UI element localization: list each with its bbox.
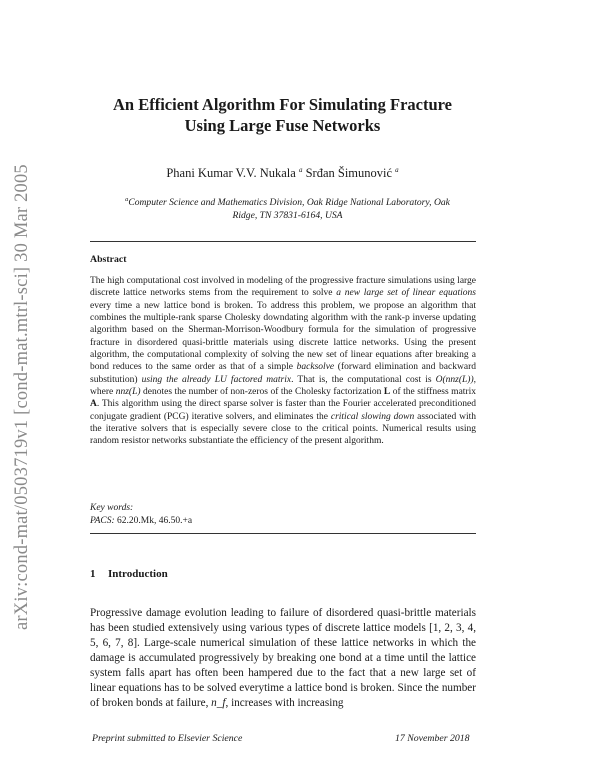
abstract-text: every time a new lattice bond is broken. To address this problem, we propose an algorithm that combines the multiple-rank sparse Cholesky downdating algorithm with the rank-p inverse updating algorithm based on the Sherman-Morrison-Woodbury formula for the simulation of progressive fracture in disordered quasi-brittle materials using discrete lattice networks. Using the present algorithm, the computational complexity of solving the new set of linear equations after breaking a bond reduces to the same order as that of a simple xyxy=(90,300,476,373)
abstract-text: associated with the iterative solvers that is especially severe close to the critical points. Numerical results using random resistor networks substantiate the efficiency of the present algorithm. xyxy=(90,411,476,447)
affiliation-line-1: Computer Science and Mathematics Division, Oak Ridge National Laboratory, Oak xyxy=(128,197,450,209)
pacs-value: 62.20.Mk, 46.50.+a xyxy=(114,515,193,526)
title-line-2: Using Large Fuse Networks xyxy=(184,116,381,135)
abstract-text: . That is, the computational cost is xyxy=(291,374,436,385)
math-nnz: nnz(L) xyxy=(115,387,141,398)
intro-text: Progressive damage evolution leading to failure of disordered quasi-brittle materials has been studied extensively using various types of discrete lattice models [1, 2, 3, 4, 5, 6, 7, 8]. Large-scale numerical simulation of these lattice networks in which the damage is accumulated progressively by breaking one bond at a time until the lattice system falls apart has often been hampered due to the fact that a new large set of linear equations has to be solved everytime a lattice bond is broken. Since the number of broken bonds at failure, xyxy=(90,607,476,709)
math-matrix-l: L xyxy=(383,387,391,398)
abstract-text: . This algorithm using the direct sparse solver is faster than the Fourier accelerated preconditioned conjugate gradient (PCG) iterative solvers, and eliminates the xyxy=(90,399,476,422)
author-1: Phani Kumar V.V. Nukala xyxy=(166,166,296,181)
abstract-text: of the stiffness matrix xyxy=(390,387,476,398)
math-complexity: O(nnz(L)) xyxy=(435,374,474,385)
affiliation-line-2: Ridge, TN 37831-6164, USA xyxy=(232,210,343,222)
section-number: 1 xyxy=(90,568,96,580)
abstract-emphasis: backsolve xyxy=(296,362,335,373)
paper-title xyxy=(90,94,475,136)
author-1-marker: a xyxy=(298,166,303,174)
section-heading xyxy=(90,568,168,580)
introduction-body xyxy=(90,606,476,711)
author-list xyxy=(90,166,475,181)
pacs-label: PACS: xyxy=(90,515,115,526)
affiliation-marker: a xyxy=(125,196,129,203)
author-2-marker: a xyxy=(395,166,399,174)
title-line-1: An Efficient Algorithm For Simulating Fracture xyxy=(113,95,452,114)
keywords-block xyxy=(90,502,192,527)
abstract-text: The high computational cost involved in modeling of the progressive fracture simulations using large discrete lattice networks stems from the requirement to solve xyxy=(90,276,476,299)
abstract-text: , where xyxy=(90,374,476,398)
abstract-emphasis: critical slowing down xyxy=(330,411,415,422)
preprint-note: Preprint submitted to Elsevier Science xyxy=(92,733,243,744)
abstract-text: (forward elimination and backward substitution) xyxy=(90,362,476,385)
arxiv-identifier: arXiv:cond-mat/0503719v1 [cond-mat.mtrl-sci] 30 Mar 2005 xyxy=(12,164,32,630)
abstract-emphasis: using the already LU factored matrix xyxy=(141,374,292,385)
keywords-label: Key words: xyxy=(90,503,134,513)
abstract-text: denotes the number of non-zeros of the Cholesky factorization xyxy=(140,387,384,398)
section-title: Introduction xyxy=(108,568,168,580)
abstract-body xyxy=(90,275,476,448)
abstract-bottom-rule xyxy=(90,533,476,534)
math-matrix-a: A xyxy=(90,399,97,410)
abstract-top-rule xyxy=(90,241,476,242)
math-nf: n_f xyxy=(211,697,226,709)
abstract-heading: Abstract xyxy=(90,254,127,265)
intro-text: , increases with increasing xyxy=(225,697,344,709)
author-2: Srđan Šimunović xyxy=(305,166,393,181)
affiliation xyxy=(100,193,475,222)
preprint-date: 17 November 2018 xyxy=(395,733,470,744)
abstract-emphasis: a new large set of linear equations xyxy=(336,288,476,299)
